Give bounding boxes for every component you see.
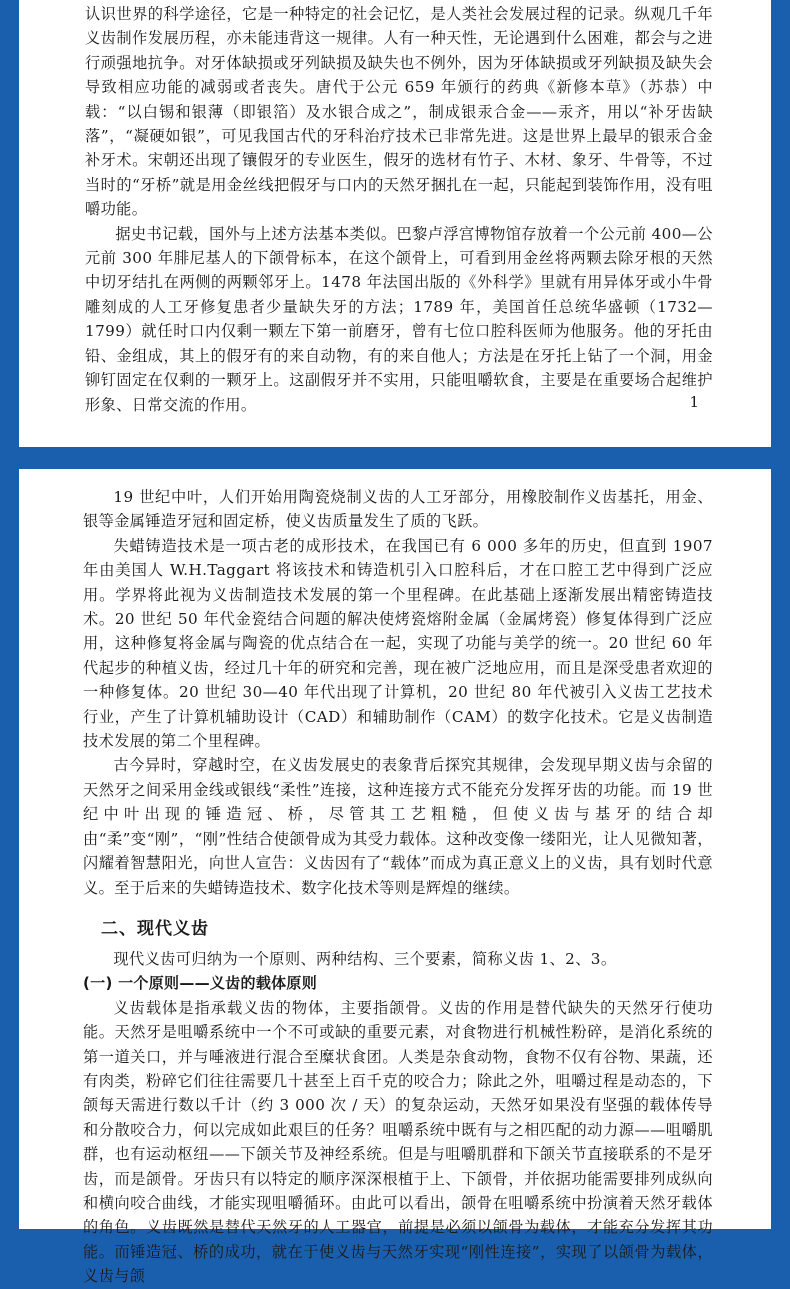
body-paragraph: 古今异时，穿越时空，在义齿发展史的表象背后探究其规律，会发现早期义齿与余留的天然牙之间采用金线或银线“柔性”连接，这种连接方式不能充分发挥牙齿的功能。而 19 世纪中叶出现的锤造冠、桥，尽管其工艺粗糙，但使义齿与基牙的结合却由“柔”变“刚”，“刚”性结合使颌骨成为其受力载体。这种改变像一缕阳光，让人见微知著，闪耀着智慧阳光，向世人宣告：义齿因有了“载体”而成为真正意义上的义齿，具有划时代意义。至于后来的失蜡铸造技术、数字化技术等则是辉煌的继续。 [83, 756, 713, 897]
book-page-upper [19, 0, 771, 447]
section-intro: 现代义齿可归纳为一个原则、两种结构、三个要素，简称义齿 1、2、3。 [113, 949, 617, 968]
body-paragraph: 义齿载体是指承载义齿的物体，主要指颌骨。义齿的作用是替代缺失的天然牙行使功能。天然牙是咀嚼系统中一个不可或缺的重要元素，对食物进行机械性粉碎，是消化系统的第一道关口，并与唾液进行混合至糜状食团。人类是杂食动物，食物不仅有谷物、果蔬，还有肉类，粉碎它们往往需要几十甚至上百千克的咬合力；除此之外，咀嚼过程是动态的，下颌每天需进行数以千计（约 3 000 次 / 天）的复杂运动，天然牙如果没有坚强的载体传导和分散咬合力，何以完成如此艰巨的任务？咀嚼系统中既有与之相匹配的动力源——咀嚼肌群，也有运动枢纽——下颌关节及神经系统。但是与咀嚼肌群和下颌关节直接联系的不是牙齿，而是颌骨。牙齿只有以特定的顺序深深根植于上、下颌骨，并依据功能需要排列成纵向和横向咬合曲线，才能实现咀嚼循环。由此可以看出，颌骨在咀嚼系统中扮演着天然牙载体的角色。义齿既然是替代天然牙的人工器官，前提是必须以颌骨为载体，才能充分发挥其功能。而锤造冠、桥的成功，就在于使义齿与天然牙实现“刚性连接”，实现了以颌骨为载体，义齿与颌 [83, 998, 713, 1286]
body-paragraph: 失蜡铸造技术是一项古老的成形技术，在我国已有 6 000 多年的历史，但直到 1907 年由美国人 W.H.Taggart 将该技术和铸造机引入口腔科后，才在口腔工艺中得到广泛应用。学界将此视为义齿制造技术发展的第一个里程碑。在此基础上逐渐发展出精密铸造技术。20 世纪 50 年代金瓷结合问题的解决使烤瓷熔附金属（金属烤瓷）修复体得到广泛应用，这种修复将金属与陶瓷的优点结合在一起，实现了功能与美学的统一。20 世纪 60 年代起步的种植义齿，经过几十年的研究和完善，现在被广泛地应用，而且是深受患者欢迎的一种修复体。20 世纪 30—40 年代出现了计算机，20 世纪 80 年代被引入义齿工艺技术行业，产生了计算机辅助设计（CAD）和辅助制作（CAM）的数字化技术。它是义齿制造技术发展的第二个里程碑。 [83, 536, 713, 751]
body-paragraph: 19 世纪中叶，人们开始用陶瓷烧制义齿的人工牙部分，用橡胶制作义齿基托，用金、银等金属锤造牙冠和固定桥，使义齿质量发生了质的飞跃。 [83, 488, 713, 531]
book-page-lower [19, 469, 771, 1286]
body-paragraph: 据史书记载，国外与上述方法基本类似。巴黎卢浮宫博物馆存放着一个公元前 400—公元前 300 年腓尼基人的下颌骨标本，在这个颌骨上，可看到用金丝将两颗去除牙根的天然中切牙结扎在两侧的两颗邻牙上。1478 年法国出版的《外科学》里就有用异体牙或小牛骨雕刻成的人工牙修复患者少量缺失牙的方法；1789 年，美国首任总统华盛顿（1732—1799）就任时口内仅剩一颗左下第一前磨牙，曾有七位口腔科医师为他服务。他的牙托由铅、金组成，其上的假牙有的来自动物，有的来自他人；方法是在牙托上钻了一个洞，用金铆钉固定在仅剩的一颗牙上。这副假牙并不实用，只能咀嚼软食，主要是在重要场合起维护形象、日常交流的作用。 [85, 224, 713, 414]
section-heading: 二、现代义齿 [101, 918, 209, 939]
body-paragraph: 认识世界的科学途径，它是一种特定的社会记忆，是人类社会发展过程的记录。纵观几千年义齿制作发展历程，亦未能违背这一规律。人有一种天性，无论遇到什么困难，都会与之进行顽强地抗争。对牙体缺损或牙列缺损及缺失也不例外，因为牙体缺损或牙列缺损及缺失会导致相应功能的减弱或者丧失。唐代于公元 659 年颁行的药典《新修本草》（苏恭）中载：“以白锡和银薄（即银箔）及水银合成之”，制成银汞合金——汞齐，用以“补牙齿缺落”，“凝硬如银”，可见我国古代的牙科治疗技术已非常先进。这是世界上最早的银汞合金补牙术。宋朝还出现了镶假牙的专业医生，假牙的选材有竹子、木材、象牙、牛骨等，不过当时的“牙桥”就是用金丝线把假牙与口内的天然牙捆扎在一起，只能起到装饰作用，没有咀嚼功能。 [85, 5, 713, 219]
subsection-heading: (一) 一个原则——义齿的载体原则 [83, 974, 318, 993]
page-number: 1 [689, 393, 699, 411]
